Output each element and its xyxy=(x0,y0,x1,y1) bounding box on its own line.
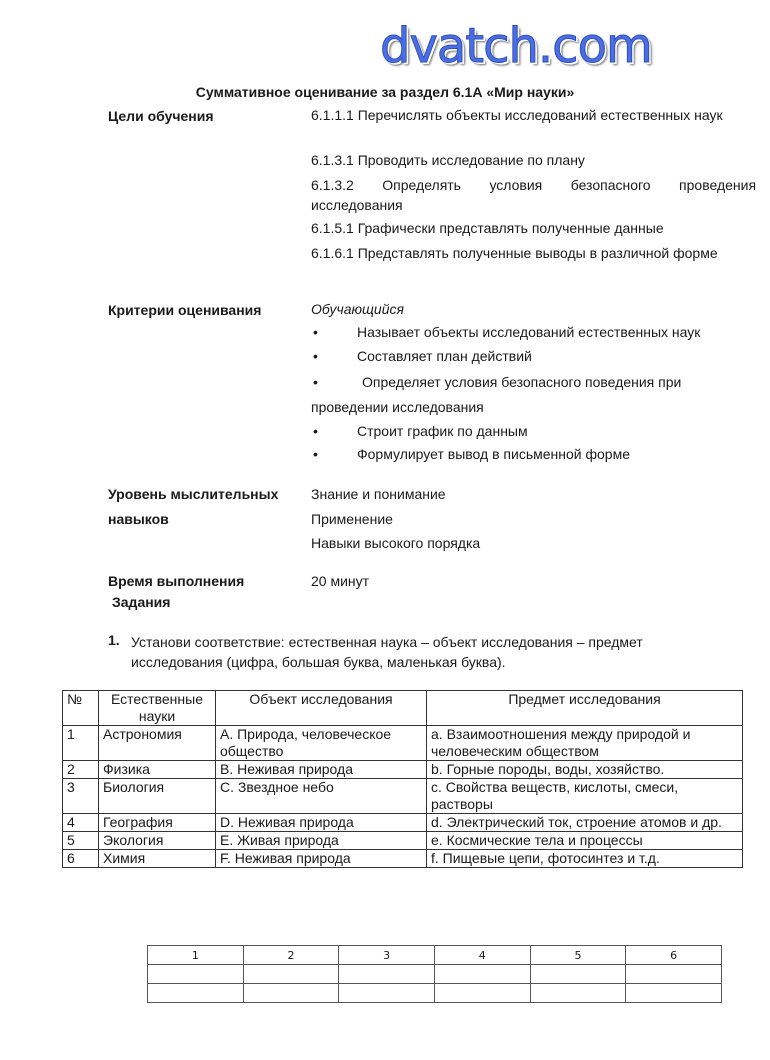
goal-item-part: Определять xyxy=(382,177,461,193)
table-row xyxy=(63,832,743,850)
goal-item: 6.1.6.1 Представлять полученные выводы в различной форме xyxy=(311,245,718,261)
criteria-item: Составляет план действий xyxy=(357,348,532,364)
cell-science: Биология xyxy=(99,779,216,814)
task-number: 1. xyxy=(108,632,120,648)
matching-table xyxy=(62,690,743,868)
cell-science: Экология xyxy=(99,832,216,850)
answer-cell[interactable] xyxy=(243,984,339,1003)
goal-item-part: безопасного xyxy=(570,177,651,193)
goal-item-line xyxy=(311,175,756,195)
answer-cell[interactable] xyxy=(339,965,435,984)
cell-number: 6 xyxy=(63,850,99,868)
cell-subject: c. Свойства веществ, кислоты, смеси, растворы xyxy=(427,779,743,814)
goal-item-part: условия xyxy=(489,177,543,193)
answer-header-cell: 6 xyxy=(626,946,722,965)
answer-header-cell: 4 xyxy=(434,946,530,965)
cell-subject: f. Пищевые цепи, фотосинтез и т.д. xyxy=(427,850,743,868)
answer-row[interactable] xyxy=(148,984,722,1003)
answer-cell[interactable] xyxy=(434,984,530,1003)
bullet-icon: • xyxy=(313,423,318,439)
header-number: № xyxy=(63,691,99,726)
cell-number: 2 xyxy=(63,761,99,779)
criteria-item-continuation: проведении исследования xyxy=(311,399,484,415)
time-label: Задания xyxy=(112,594,171,610)
answer-cell[interactable] xyxy=(626,984,722,1003)
cell-subject: a. Взаимоотношения между природой и человеческим обществом xyxy=(427,726,743,761)
time-value: 20 минут xyxy=(311,573,370,589)
table-row xyxy=(63,814,743,832)
cell-object: F. Неживая природа xyxy=(216,850,427,868)
cell-subject: b. Горные породы, воды, хозяйство. xyxy=(427,761,743,779)
task-text-line: исследования (цифра, большая буква, маленькая буква). xyxy=(131,654,506,670)
goal-item: 6.1.1.1 Перечислять объекты исследований естественных наук xyxy=(311,107,723,123)
bullet-icon: • xyxy=(313,446,318,462)
cell-subject: d. Электрический ток, строение атомов и др. xyxy=(427,814,743,832)
goals-label: Цели обучения xyxy=(108,108,214,124)
answer-cell[interactable] xyxy=(530,965,626,984)
cell-number: 1 xyxy=(63,726,99,761)
answer-cell[interactable] xyxy=(626,965,722,984)
table-row xyxy=(63,850,743,868)
goal-item: 6.1.5.1 Графически представлять полученные данные xyxy=(311,220,664,236)
cell-number: 3 xyxy=(63,779,99,814)
levels-label: навыков xyxy=(108,511,169,527)
page-title: Суммативное оценивание за раздел 6.1А «Мир науки» xyxy=(195,84,575,100)
cell-science: Химия xyxy=(99,850,216,868)
table-row xyxy=(63,726,743,761)
bullet-icon: • xyxy=(313,348,318,364)
answer-header-cell: 2 xyxy=(243,946,339,965)
answer-header-cell: 3 xyxy=(339,946,435,965)
answer-cell[interactable] xyxy=(434,965,530,984)
answer-grid-header xyxy=(148,946,722,965)
cell-number: 4 xyxy=(63,814,99,832)
answer-cell[interactable] xyxy=(243,965,339,984)
cell-object: E. Живая природа xyxy=(216,832,427,850)
cell-science: Физика xyxy=(99,761,216,779)
answer-grid xyxy=(147,945,722,1003)
time-label: Время выполнения xyxy=(108,573,245,589)
criteria-subject: Обучающийся xyxy=(311,301,404,317)
table-row xyxy=(63,779,743,814)
task-text-line: Установи соответствие: естественная наука – объект исследования – предмет xyxy=(131,634,643,650)
cell-subject: e. Космические тела и процессы xyxy=(427,832,743,850)
answer-cell[interactable] xyxy=(148,965,244,984)
criteria-item: Строит график по данным xyxy=(357,423,528,439)
answer-header-cell: 5 xyxy=(530,946,626,965)
task-text xyxy=(131,632,643,672)
bullet-icon: • xyxy=(313,374,318,390)
criteria-label: Критерии оценивания xyxy=(108,302,262,318)
cell-science: География xyxy=(99,814,216,832)
level-item: Применение xyxy=(311,511,393,527)
answer-row[interactable] xyxy=(148,965,722,984)
criteria-item: Определяет условия безопасного поведения при xyxy=(362,374,682,390)
level-item: Навыки высокого порядка xyxy=(311,535,481,551)
criteria-item: Формулирует вывод в письменной форме xyxy=(357,446,630,462)
goal-item-line: исследования xyxy=(311,197,403,213)
answer-header-cell: 1 xyxy=(148,946,244,965)
header-science: Естественные науки xyxy=(99,691,216,726)
levels-label: Уровень мыслительных xyxy=(108,486,279,502)
cell-science: Астрономия xyxy=(99,726,216,761)
answer-cell[interactable] xyxy=(148,984,244,1003)
cell-object: D. Неживая природа xyxy=(216,814,427,832)
level-item: Знание и понимание xyxy=(311,486,446,502)
cell-object: C. Звездное небо xyxy=(216,779,427,814)
cell-number: 5 xyxy=(63,832,99,850)
goal-item: 6.1.3.1 Проводить исследование по плану xyxy=(311,152,585,168)
answer-cell[interactable] xyxy=(339,984,435,1003)
goal-item-part: 6.1.3.2 xyxy=(311,177,354,193)
cell-object: А. Природа, человеческое общество xyxy=(216,726,427,761)
answer-cell[interactable] xyxy=(530,984,626,1003)
header-subject: Предмет исследования xyxy=(427,691,743,726)
cell-object: B. Неживая природа xyxy=(216,761,427,779)
criteria-item: Называет объекты исследований естественных наук xyxy=(357,324,701,340)
table-row xyxy=(63,761,743,779)
bullet-icon: • xyxy=(313,324,318,340)
goal-item-part: проведения xyxy=(679,177,757,193)
watermark-logo: dvatch.com xyxy=(380,18,652,74)
table-header-row xyxy=(63,691,743,726)
header-object: Объект исследования xyxy=(216,691,427,726)
